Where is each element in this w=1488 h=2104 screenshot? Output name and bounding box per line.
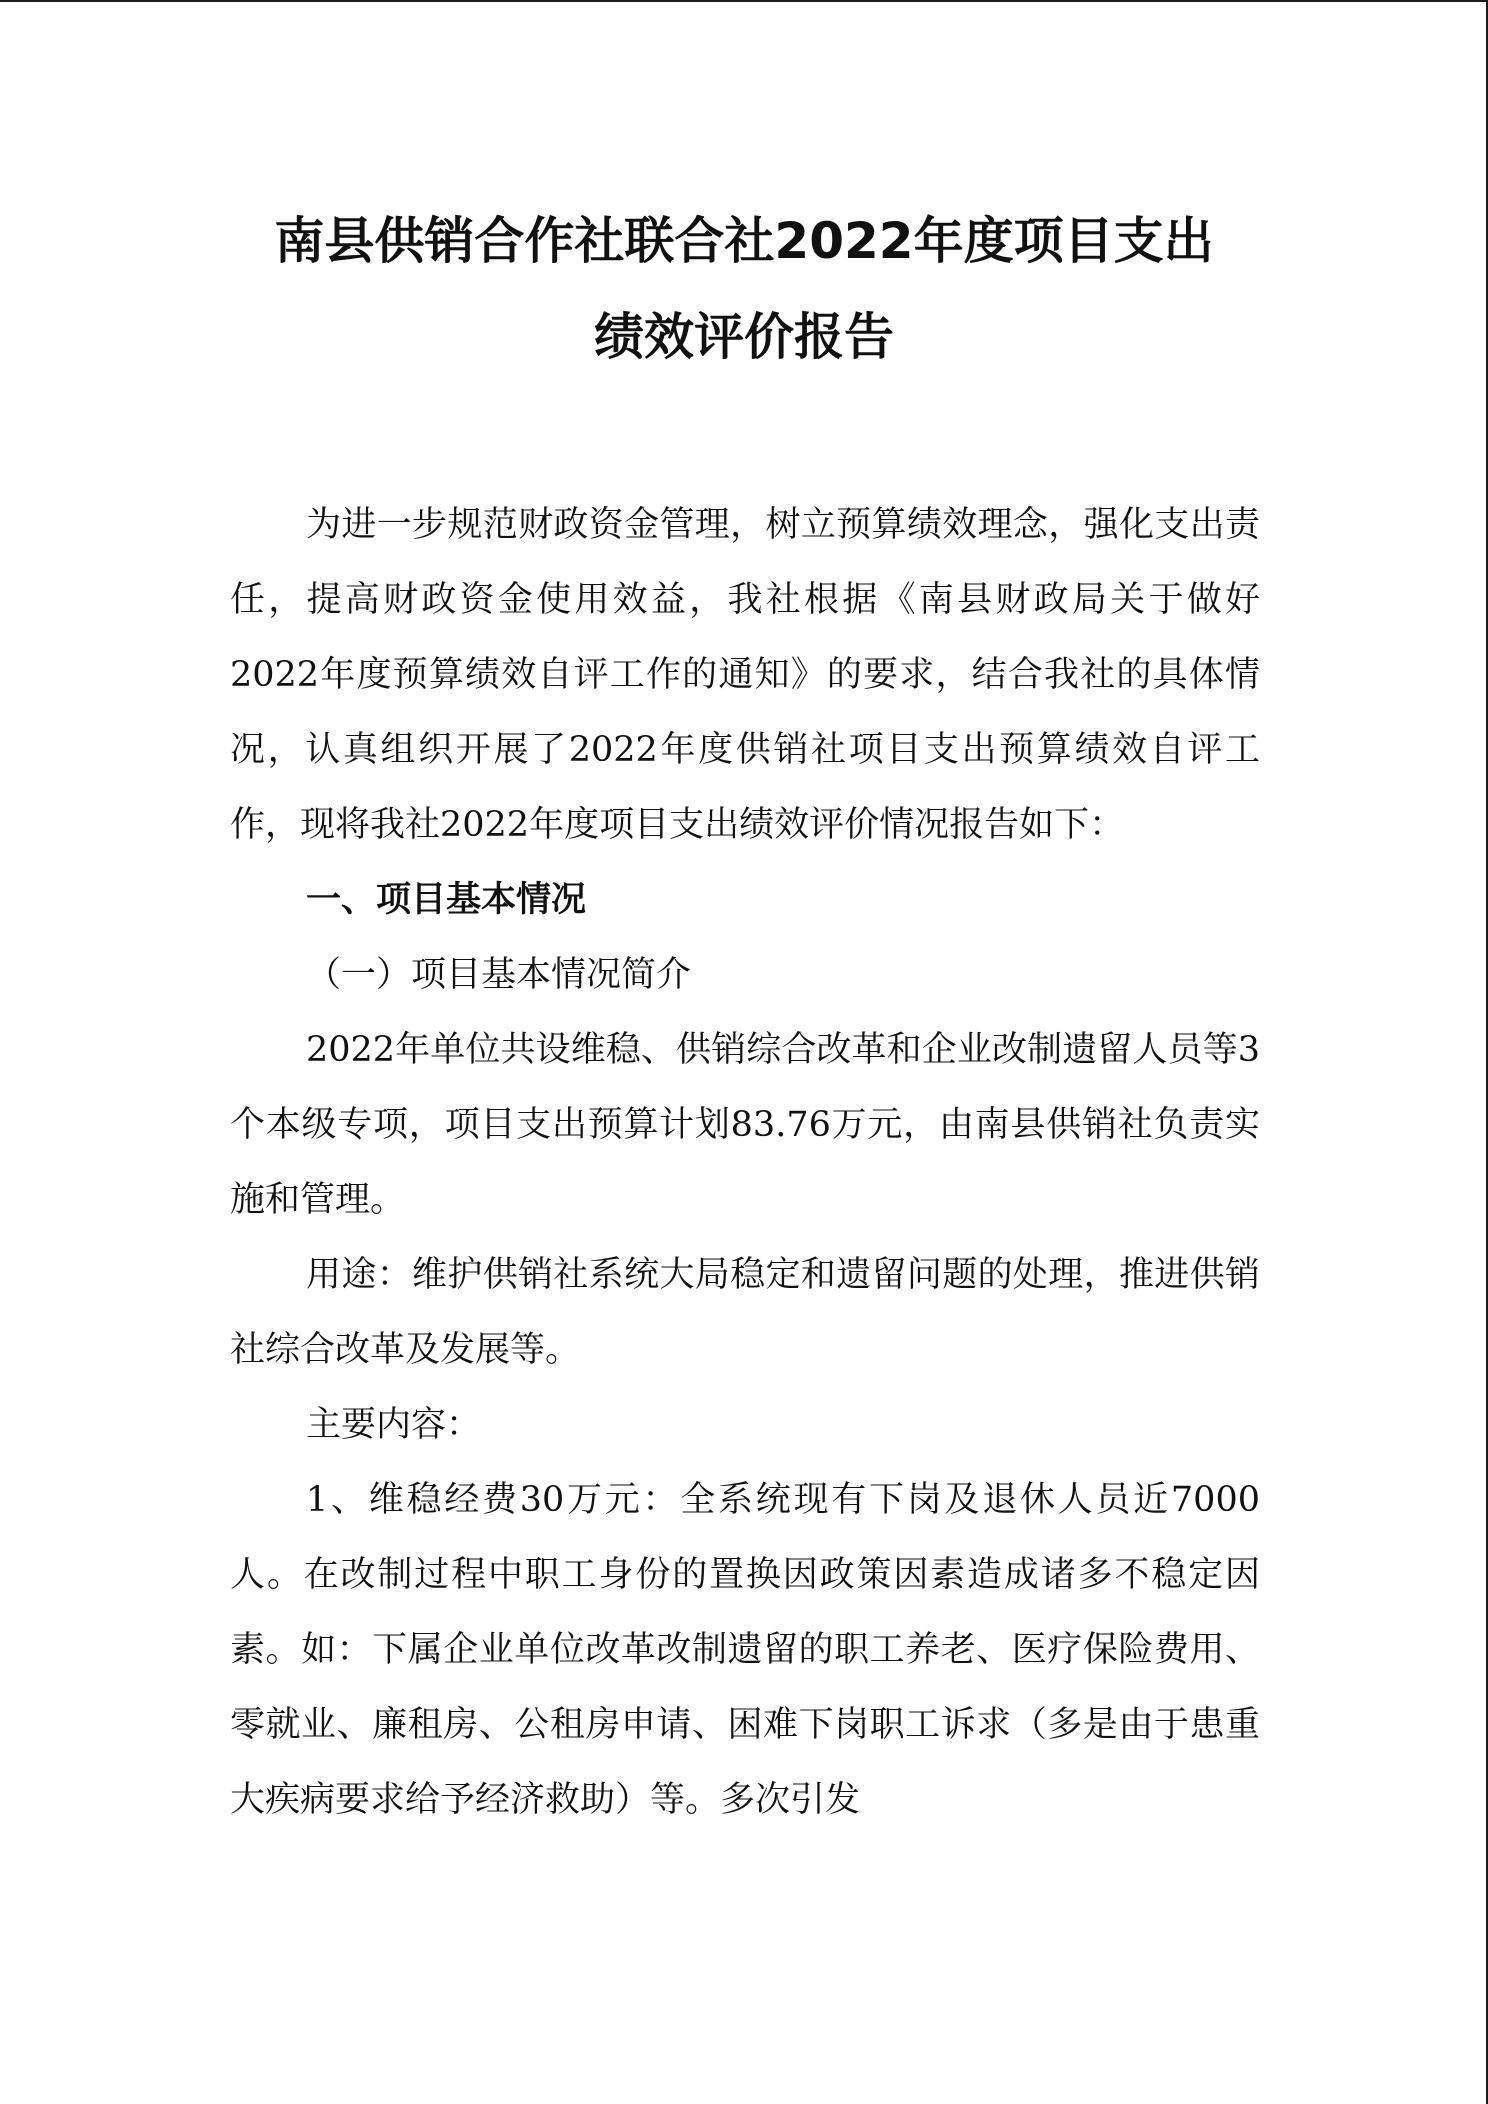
stability-funding-paragraph: 1、维稳经费30万元：全系统现有下岗及退休人员近7000人。在改制过程中职工身份的置换因政策因素造成诸多不稳定因素。如：下属企业单位改革改制遗留的职工养老、医疗保险费用、零就业、廉租房、公租房申请、困难下岗职工诉求（多是由于患重大疾病要求给予经济救助）等。多次引发 [230,1480,1260,1820]
subsection-heading: （一）项目基本情况简介 [306,955,692,995]
project-summary-paragraph: 2022年单位共设维稳、供销综合改革和企业改制遗留人员等3个本级专项，项目支出预算计划83.76万元，由南县供销社负责实施和管理。 [230,1030,1260,1220]
document-title-line-1: 南县供销合作社联合社2022年度项目支出 [274,212,1214,270]
document-body [230,488,1260,1838]
intro-paragraph: 为进一步规范财政资金管理，树立预算绩效理念，强化支出责任，提高财政资金使用效益，我社根据《南县财政局关于做好2022年度预算绩效自评工作的通知》的要求，结合我社的具体情况，认真组织开展了2022年度供销社项目支出预算绩效自评工作，现将我社2022年度项目支出绩效评价情况报告如下： [230,505,1260,845]
main-content-label: 主要内容： [306,1405,482,1445]
usage-paragraph: 用途：维护供销社系统大局稳定和遗留问题的处理，推进供销社综合改革及发展等。 [230,1255,1260,1370]
document-title-line-2: 绩效评价报告 [594,308,894,366]
section-heading: 一、项目基本情况 [306,880,587,920]
page-border-top [0,0,1488,2]
